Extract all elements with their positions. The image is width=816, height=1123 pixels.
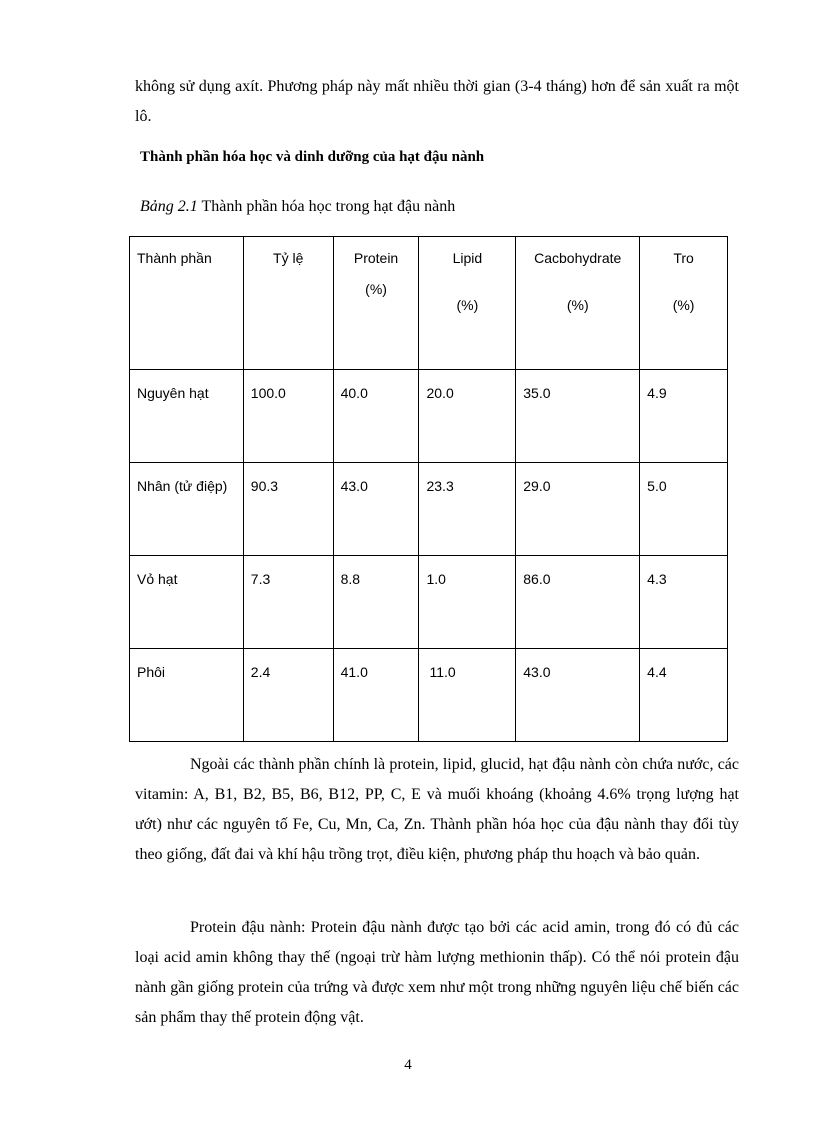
table-cell: 29.0 — [516, 463, 640, 556]
table-cell: 11.0 — [419, 649, 516, 742]
header-cell-component: Thành phần — [130, 237, 244, 370]
table-caption — [140, 198, 455, 216]
table-cell: 41.0 — [333, 649, 419, 742]
table-cell: 5.0 — [640, 463, 728, 556]
table-row — [130, 370, 728, 463]
table-cell: 23.3 — [419, 463, 516, 556]
table-cell: Nguyên hạt — [130, 370, 244, 463]
table-cell: Vỏ hạt — [130, 556, 244, 649]
table-cell: 20.0 — [419, 370, 516, 463]
table-cell: Phôi — [130, 649, 244, 742]
table-cell: Nhân (tử điệp) — [130, 463, 244, 556]
table-header-row — [130, 237, 728, 370]
header-cell-protein: Protein (%) — [333, 237, 419, 370]
header-cell-lipid: Lipid (%) — [419, 237, 516, 370]
paragraph-minerals: Ngoài các thành phần chính là protein, lipid, glucid, hạt đậu nành còn chứa nước, các vitamin: A, B1, B2, B5, B6, B12, PP, C, E và muối khoáng (khoảng 4.6% trọng lượng hạt ướt) như các nguyên tố Fe, Cu, Mn, Ca, Zn. Thành phần hóa học của đậu nành thay đổi tùy theo giống, đất đai và khí hậu trồng trọt, điều kiện, phương pháp thu hoạch và bảo quản. — [135, 756, 739, 863]
intro-paragraph: không sử dụng axít. Phương pháp này mất nhiều thời gian (3-4 tháng) hơn để sản xuất ra một lô. — [135, 78, 739, 125]
table-cell: 1.0 — [419, 556, 516, 649]
table-cell: 4.3 — [640, 556, 728, 649]
table-caption-text: Thành phần hóa học trong hạt đậu nành — [197, 198, 456, 215]
table-cell: 2.4 — [243, 649, 333, 742]
table-cell: 4.4 — [640, 649, 728, 742]
table-row — [130, 556, 728, 649]
table-cell: 100.0 — [243, 370, 333, 463]
table-cell: 35.0 — [516, 370, 640, 463]
table-cell: 86.0 — [516, 556, 640, 649]
table-cell: 90.3 — [243, 463, 333, 556]
paragraph-protein: Protein đậu nành: Protein đậu nành được tạo bởi các acid amin, trong đó có đủ các loại acid amin không thay thế (ngoại trừ hàm lượng methionin thấp). Có thể nói protein đậu nành gần giống protein của trứng và được xem như một trong những nguyên liệu chế biến các sản phẩm thay thế protein động vật. — [135, 919, 739, 1026]
table-cell: 40.0 — [333, 370, 419, 463]
table-row — [130, 649, 728, 742]
table-row — [130, 463, 728, 556]
section-heading: Thành phần hóa học và dinh dưỡng của hạt đậu nành — [140, 149, 485, 165]
header-cell-carbohydrate: Cacbohydrate (%) — [516, 237, 640, 370]
header-cell-ratio: Tỷ lệ — [243, 237, 333, 370]
table-cell: 4.9 — [640, 370, 728, 463]
composition-table — [129, 236, 728, 742]
table-cell: 7.3 — [243, 556, 333, 649]
page-number: 4 — [404, 1057, 412, 1073]
table-cell: 8.8 — [333, 556, 419, 649]
table-caption-label: Bảng 2.1 — [140, 198, 198, 215]
table-cell: 43.0 — [516, 649, 640, 742]
header-cell-ash: Tro (%) — [640, 237, 728, 370]
table-cell: 43.0 — [333, 463, 419, 556]
